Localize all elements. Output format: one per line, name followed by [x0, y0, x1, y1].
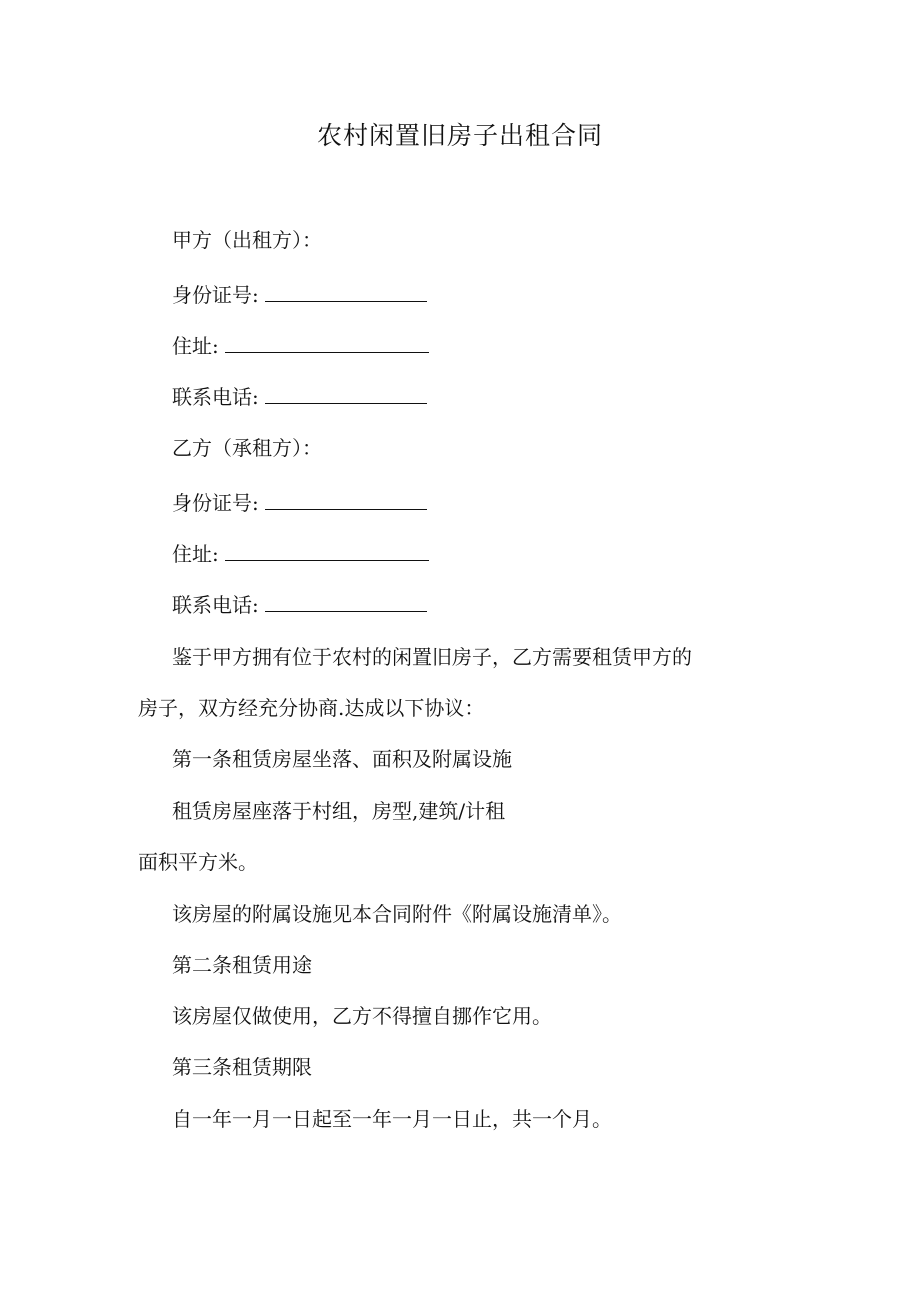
- party-b-phone-row: [172, 590, 427, 620]
- party-a-address-row: [172, 331, 429, 361]
- document-title: 农村闲置旧房子出租合同: [316, 121, 603, 150]
- party-b-id-label: 身份证号:: [172, 491, 259, 515]
- preamble-line-1: 鉴于甲方拥有位于农村的闲置旧房子，乙方需要租赁甲方的: [172, 645, 692, 669]
- party-a-phone-label: 联系电话:: [172, 385, 259, 409]
- party-a-id-blank: [265, 281, 427, 302]
- article-1-line-3: 该房屋的附属设施见本合同附件《附属设施清单》。: [172, 902, 622, 926]
- party-b-phone-label: 联系电话:: [172, 593, 259, 617]
- party-a-id-row: [172, 280, 427, 310]
- article-3-heading: 第三条租赁期限: [172, 1055, 312, 1079]
- preamble-line-2: 房子，双方经充分协商.达成以下协议：: [138, 696, 485, 720]
- party-b-address-row: [172, 539, 429, 569]
- article-1-line-2: 面积平方米。: [138, 850, 258, 874]
- party-b-id-row: [172, 488, 427, 518]
- party-b-id-blank: [265, 489, 427, 510]
- party-b-phone-blank: [265, 591, 427, 612]
- article-2-heading: 第二条租赁用途: [172, 953, 312, 977]
- article-1-heading: 第一条租赁房屋坐落、面积及附属设施: [172, 747, 512, 771]
- party-b-address-blank: [225, 540, 429, 561]
- article-2-line-1: 该房屋仅做使用，乙方不得擅自挪作它用。: [172, 1004, 552, 1028]
- party-a-phone-row: [172, 382, 427, 412]
- party-b-address-label: 住址:: [172, 542, 219, 566]
- article-3-line-1: 自一年一月一日起至一年一月一日止，共一个月。: [172, 1107, 612, 1131]
- party-a-address-blank: [225, 332, 429, 353]
- article-1-line-1: 租赁房屋座落于村组，房型,建筑/计租: [172, 799, 506, 823]
- party-b-heading: 乙方（承租方）：: [172, 436, 322, 460]
- party-a-id-label: 身份证号:: [172, 283, 259, 307]
- party-a-phone-blank: [265, 383, 427, 404]
- party-a-heading: 甲方（出租方）：: [172, 228, 322, 252]
- party-a-address-label: 住址:: [172, 334, 219, 358]
